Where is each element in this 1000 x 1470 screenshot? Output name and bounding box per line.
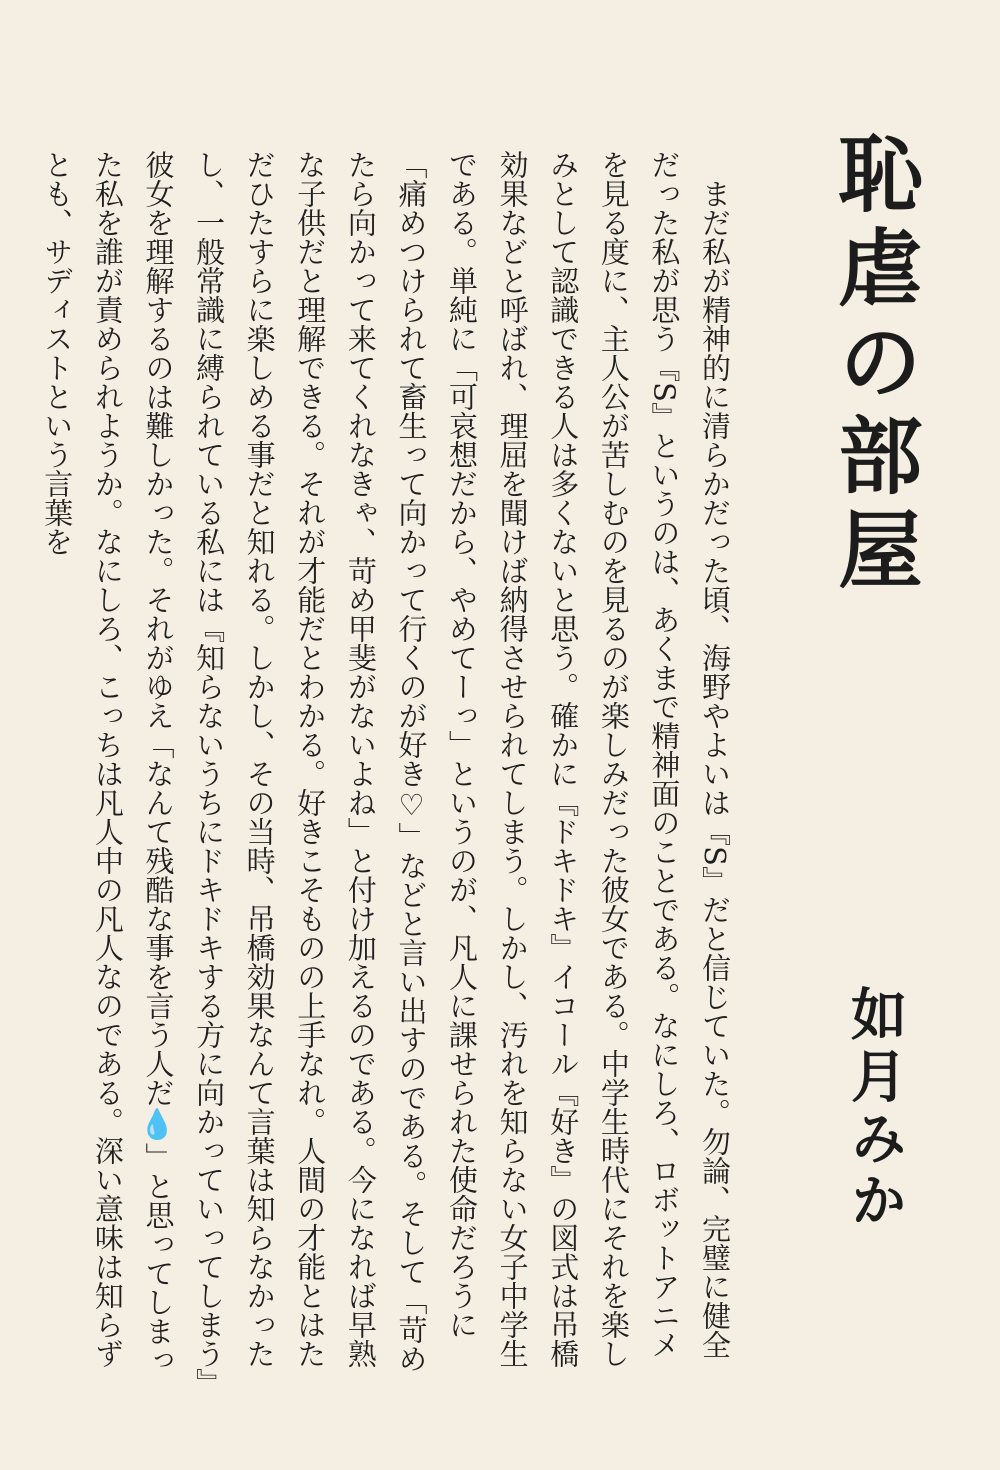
author-name: 如月みか xyxy=(842,985,908,1233)
body-paragraph: まだ私が精神的に清らかだった頃、海野やよいは『S』だと信じていた。勿論、完璧に健全だった私が思う『S』というのは、あくまで精神面のことである。なにしろ、ロボットアニメを見る度に、主人公が苦しむのを見るのが楽しみだった彼女である。中学生時代にそれを楽しみとして認識できる人は多くないと思う。確かに『ドキドキ』イコール『好き』の図式は吊橋効果などと呼ばれ、理屈を聞けば納得させられてしまう。しかし、汚れを知らない女子中学生である。単純に「可哀想だから、やめてーっ」というのが、凡人に課せられた使命だろうに「痛めつけられて畜生って向かって行くのが好き♡」などと言い出すのである。そして「苛めたら向かって来てくれなきゃ、苛め甲斐がないよね」と付け加えるのである。今になれば早熟な子供だと理解できる。それが才能だとわかる。好きこそものの上手なれ。人間の才能とはただひたすらに楽しめる事だと知れる。しかし、その当時、吊橋効果なんて言葉は知らなかったし、一般常識に縛られている私には『知らないうちにドキドキする方に向かっていってしまう』彼女を理解するのは難しかった。それがゆえ「なんて残酷な事を言う人だ💧」と思ってしまった私を誰が責められようか。なにしろ、こっちは凡人中の凡人なのである。深い意味は知らずとも、サディストという言葉を xyxy=(40,150,732,1383)
body-text-block xyxy=(40,150,740,1385)
chapter-title: 恥虐の部屋 xyxy=(825,130,924,600)
